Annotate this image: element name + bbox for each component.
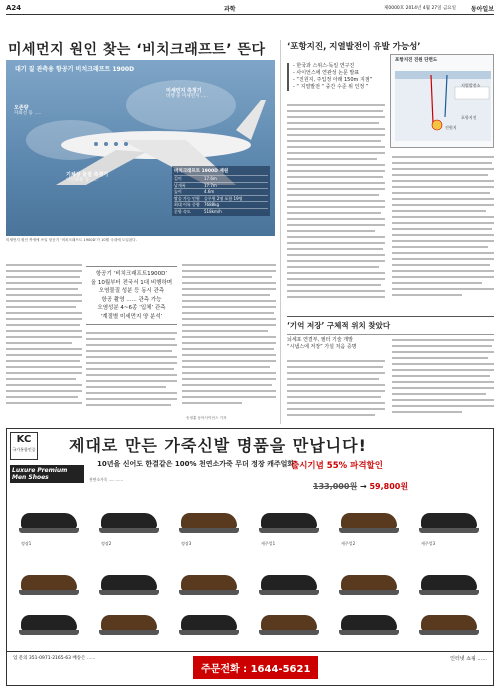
body-column xyxy=(392,337,494,422)
product-shoe[interactable] xyxy=(417,609,481,639)
price-display: 133,000원 → 59,800원 xyxy=(313,482,409,491)
aircraft-illustration xyxy=(6,60,275,236)
product-label: 정장2 xyxy=(101,541,112,546)
product-shoe[interactable] xyxy=(337,609,401,639)
page-header xyxy=(6,3,494,15)
product-shoe[interactable] xyxy=(17,609,81,639)
right-article-title: ‘포항지진, 지열발전이 유발 가능성’ xyxy=(287,42,421,52)
ad-footer xyxy=(7,651,493,685)
body-column xyxy=(392,152,494,308)
product-label: 정장1 xyxy=(21,541,32,546)
product-shoe[interactable] xyxy=(417,569,481,599)
product-shoe[interactable] xyxy=(17,569,81,599)
epicenter-diagram: 포항지진 진원 단면도 지열발전소 진원지 포항지진 xyxy=(390,54,494,148)
kc-certification-badge: KC 국가통합인증 xyxy=(10,432,38,460)
product-shoe[interactable] xyxy=(97,569,161,599)
diagram-graphic xyxy=(391,65,495,145)
product-shoe[interactable] xyxy=(337,507,401,537)
product-shoe[interactable] xyxy=(177,507,241,537)
section-label: 과학 xyxy=(224,6,236,13)
text-lines xyxy=(392,152,494,308)
product-shoe[interactable] xyxy=(257,569,321,599)
panel-title: 대기 질 관측용 항공기 비치크래프트 1900D xyxy=(15,66,135,73)
body-column xyxy=(6,262,82,412)
body-column xyxy=(287,100,385,308)
body-column xyxy=(86,330,177,414)
text-lines xyxy=(182,262,276,412)
pull-quote: 항공기 ‘비치크래프트1900D’ 올 10월부터 전국서 1대 비행하며 오염물질 성분 등 동시 관측 항공 촬영 ...... 관측 가능 오염성분 4~6종 ‘입체’ 관측 ‘계절별 미세먼지 양 분석’ xyxy=(86,266,177,325)
left-article-title: 미세먼지 원인 찾는 ‘비치크래프트’ 뜬다 xyxy=(8,42,266,58)
paper-name: 동아일보 xyxy=(470,6,494,13)
label-dust-meter: 미세먼지 측정기 비행 중 미세먼지 ..... xyxy=(166,88,208,99)
issue-date: 제0000호 2014년 4월 27일 금요일 xyxy=(384,6,456,11)
product-label: 캐주얼1 xyxy=(261,541,276,546)
second-article-title: ‘기억 저장’ 구체적 위치 찾았다 xyxy=(287,316,494,335)
column-divider xyxy=(280,40,281,424)
product-shoe[interactable] xyxy=(337,569,401,599)
body-column xyxy=(287,358,385,422)
label-ozone: 오존량 자외선 등 ..... xyxy=(14,105,42,116)
product-label: 캐주얼2 xyxy=(341,541,356,546)
product-shoe[interactable] xyxy=(17,507,81,537)
second-article-subtitles: 뇌세포 연결부, 필터 기술 개발 “시냅스에 저장” 가설 처음 증명 xyxy=(287,337,357,350)
product-shoe[interactable] xyxy=(177,569,241,599)
product-label: 정장3 xyxy=(181,541,192,546)
figure-caption: 미세먼지 원인 측정에 쓰일 항공기 ‘비치크래프트 1900D’가 10월 국내에 도입된다. xyxy=(6,238,137,242)
product-label: 캐주얼3 xyxy=(421,541,436,546)
right-article-subtitles: - 한국과 스위스·독일 연구진 - 사이언스에 연관성 논문 발표 - “진원지, 주입정 아래 150m 지점” - “ 지열발전 “ 중간 수준 위 인정 ” xyxy=(287,63,372,91)
brand-block: Luxure Premium Men Shoes xyxy=(10,465,84,483)
product-shoe[interactable] xyxy=(417,507,481,537)
text-lines xyxy=(392,337,494,422)
page-number: A24 xyxy=(6,4,22,12)
text-lines xyxy=(287,358,385,422)
spec-table: 비치크래프트 1900D 제원 길이 17.6m 날개폭 17.7m 높이 4.6m 탑승 가능 인원 승무원 2명 포함 19명 최대 이륙 중량 7688kg 순항 속도 518km/h xyxy=(172,166,270,216)
ad-subheadline: 10년을 신어도 한결같은 100% 천연소가죽 무더 정장 캐주얼화 xyxy=(97,460,295,468)
ad-headline: 제대로 만든 가죽신발 명품을 만납니다! xyxy=(69,436,367,455)
byline: 송정훈 동아사이언스 기자 xyxy=(186,416,227,420)
sale-label: 출시기념 55% 파격할인 xyxy=(291,461,383,471)
label-gas-meter: 기체상 물질 측정기 이산화황 등 ..... xyxy=(66,172,109,183)
shoe-advertisement xyxy=(6,428,494,686)
text-lines xyxy=(86,330,177,414)
text-lines xyxy=(287,100,385,308)
product-shoe[interactable] xyxy=(257,609,321,639)
product-shoe[interactable] xyxy=(97,507,161,537)
order-phone-button[interactable]: 주문전화 : 1644-5621 xyxy=(193,656,318,679)
product-shoe[interactable] xyxy=(257,507,321,537)
ad-address: 업 문의 351-0971-2165-63 배송은 ...... xyxy=(13,656,96,661)
ad-description: 천연소가죽 ..... ...... xyxy=(89,477,124,482)
ad-tail-text: 인터넷 쇼핑 ...... xyxy=(450,656,487,662)
text-lines xyxy=(6,262,82,412)
product-shoe[interactable] xyxy=(97,609,161,639)
product-shoe[interactable] xyxy=(177,609,241,639)
body-column xyxy=(182,262,276,412)
